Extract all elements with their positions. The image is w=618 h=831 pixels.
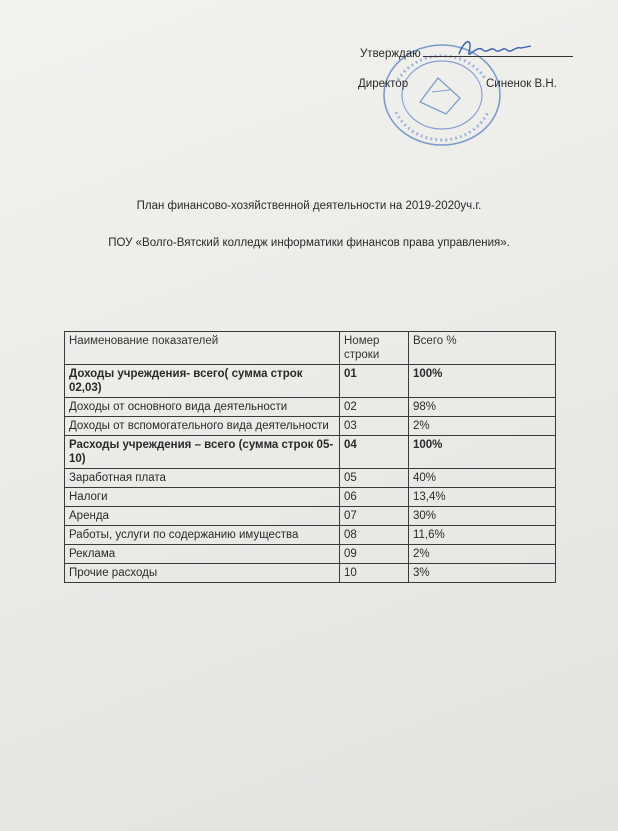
- signature-blank: [423, 46, 573, 57]
- row-percent: 30%: [409, 507, 556, 526]
- row-number: 07: [340, 507, 409, 526]
- row-number: 02: [340, 398, 409, 417]
- table-row: [65, 545, 556, 564]
- table-row: [65, 507, 556, 526]
- row-percent: 40%: [409, 469, 556, 488]
- approve-label: Утверждаю: [360, 48, 421, 60]
- header-total-percent: Всего %: [409, 332, 556, 365]
- row-number: 06: [340, 488, 409, 507]
- row-percent: 100%: [409, 436, 556, 469]
- organization-title: ПОУ «Волго-Вятский колледж информатики финансов права управления».: [108, 237, 510, 249]
- row-percent: 13,4%: [409, 488, 556, 507]
- row-name: Прочие расходы: [65, 564, 340, 583]
- row-name: Доходы учреждения- всего( сумма строк 02,03): [65, 365, 340, 398]
- row-number: 09: [340, 545, 409, 564]
- row-percent: 98%: [409, 398, 556, 417]
- row-number: 05: [340, 469, 409, 488]
- table-row: [65, 564, 556, 583]
- financial-plan-table: [64, 331, 556, 583]
- table-row: [65, 365, 556, 398]
- plan-title: План финансово-хозяйственной деятельности на 2019-2020уч.г.: [136, 200, 482, 212]
- row-number: 10: [340, 564, 409, 583]
- row-number: 04: [340, 436, 409, 469]
- header-name: Наименование показателей: [65, 332, 340, 365]
- row-name: Расходы учреждения – всего (сумма строк 05-10): [65, 436, 340, 469]
- table-row: [65, 469, 556, 488]
- table-header-row: [65, 332, 556, 365]
- row-name: Доходы от вспомогательного вида деятельности: [65, 417, 340, 436]
- row-percent: 2%: [409, 545, 556, 564]
- approval-block: [360, 40, 590, 150]
- table-row: [65, 436, 556, 469]
- row-name: Работы, услуги по содержанию имущества: [65, 526, 340, 545]
- table-row: [65, 488, 556, 507]
- director-line: [358, 78, 578, 90]
- row-number: 08: [340, 526, 409, 545]
- row-name: Реклама: [65, 545, 340, 564]
- table-row: [65, 526, 556, 545]
- row-name: Доходы от основного вида деятельности: [65, 398, 340, 417]
- row-percent: 3%: [409, 564, 556, 583]
- row-percent: 11,6%: [409, 526, 556, 545]
- row-number: 03: [340, 417, 409, 436]
- approve-line: [360, 46, 573, 60]
- row-name: Заработная плата: [65, 469, 340, 488]
- director-name: Синенок В.Н.: [486, 78, 557, 90]
- row-percent: 100%: [409, 365, 556, 398]
- header-row-number: Номер строки: [340, 332, 409, 365]
- row-name: Налоги: [65, 488, 340, 507]
- director-label: Директор: [358, 78, 409, 90]
- row-name: Аренда: [65, 507, 340, 526]
- table-row: [65, 417, 556, 436]
- table-row: [65, 398, 556, 417]
- row-percent: 2%: [409, 417, 556, 436]
- row-number: 01: [340, 365, 409, 398]
